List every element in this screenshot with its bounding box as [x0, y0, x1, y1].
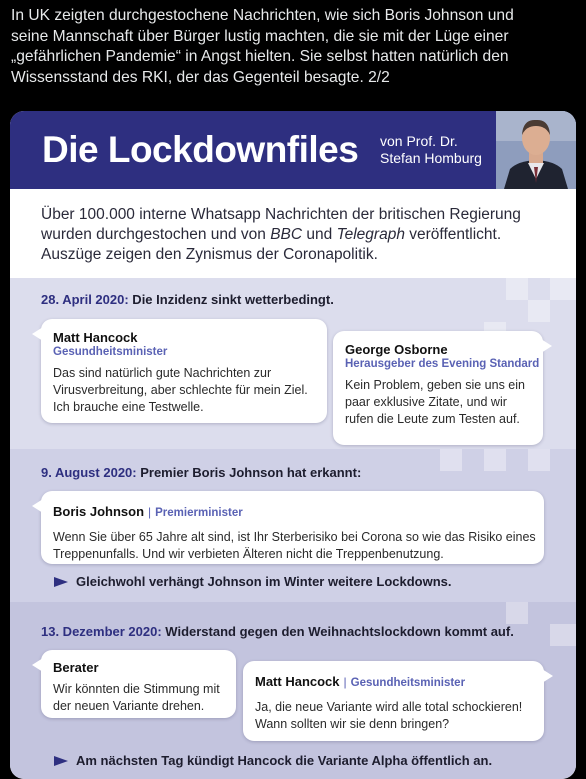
speaker-role: Herausgeber des Evening Standard	[345, 358, 540, 370]
section-december-2020	[10, 602, 576, 779]
quote-line: Das sind natürlich gute Nachrichten zur	[53, 366, 272, 380]
quote-text	[53, 365, 308, 416]
quote-bubble-berater	[41, 650, 236, 718]
quote-line: Treppenunfalls. Und wir verbieten Älteren nicht die Treppenbenutzung.	[53, 547, 444, 561]
quote-line: Wenn Sie über 65 Jahre alt sind, ist Ihr Sterberisiko bei Corona so wie das Risiko eines	[53, 530, 536, 544]
quote-bubble-hancock	[41, 319, 327, 423]
tweet-line: Wissensstand des RKI, der das Gegenteil besagte. 2/2	[11, 68, 390, 86]
portrait-photo	[496, 111, 576, 189]
telegraph-label: Telegraph	[336, 226, 405, 243]
quote-line: Ja, die neue Variante wird alle total schockieren!	[255, 700, 523, 714]
quote-text	[255, 699, 522, 733]
section-headline: Widerstand gegen den Weihnachtslockdown kommt auf.	[161, 624, 514, 639]
quote-text	[53, 529, 536, 563]
speaker-name: Matt Hancock	[255, 674, 340, 689]
speaker-block	[255, 673, 522, 733]
quote-text	[345, 377, 539, 428]
author-credit	[380, 133, 482, 167]
intro-panel	[10, 189, 576, 278]
decor-square	[528, 300, 550, 322]
speaker-name: Berater	[53, 660, 99, 675]
speaker-block	[345, 342, 539, 428]
decor-square	[550, 624, 576, 646]
intro-text-part: wurden durchgestochen und von	[41, 226, 271, 243]
tweet-text	[11, 6, 581, 88]
decor-square	[506, 602, 528, 624]
decor-square	[506, 278, 528, 300]
author-line: Stefan Homburg	[380, 150, 482, 166]
tweet-line: seine Mannschaft über Bürger lustig machten, die sie mit der Lüge einer	[11, 27, 509, 45]
section-date: 9. August 2020:	[41, 465, 137, 480]
separator: |	[343, 675, 347, 689]
quote-line: Wann sollten wir sie denn bringen?	[255, 717, 450, 731]
speaker-line	[255, 673, 522, 691]
infographic-title: Die Lockdownfiles	[42, 129, 359, 170]
bubble-tail	[542, 669, 553, 683]
speaker-line	[53, 503, 536, 521]
section-heading	[41, 465, 361, 480]
speaker-name: Boris Johnson	[53, 504, 145, 519]
decor-square	[484, 449, 506, 471]
quote-line: paar exklusive Zitate, und wir	[345, 395, 507, 409]
note-text: Am nächsten Tag kündigt Hancock die Variante Alpha öffentlich an.	[76, 753, 493, 768]
speaker-block	[53, 503, 536, 563]
quote-text	[53, 681, 220, 715]
quote-bubble-johnson	[41, 491, 544, 564]
bubble-tail	[541, 339, 552, 353]
intro-line: Auszüge zeigen den Zynismus der Coronapolitik.	[41, 246, 378, 263]
section-headline: Die Inzidenz sinkt wetterbedingt.	[128, 292, 334, 307]
intro-text-part: veröffentlicht.	[404, 226, 502, 243]
author-line: von Prof. Dr.	[380, 133, 458, 149]
quote-line: Wir könnten die Stimmung mit	[53, 682, 220, 696]
speaker-name: Matt Hancock	[53, 330, 138, 345]
tweet-line: In UK zeigten durchgestochene Nachrichten, wie sich Boris Johnson und	[11, 7, 514, 24]
quote-line: Virusverbreitung, aber schlechte für mein Ziel.	[53, 383, 308, 397]
bubble-tail	[32, 327, 43, 341]
quote-line: der neuen Variante drehen.	[53, 699, 205, 713]
intro-text-part: und	[302, 226, 337, 243]
section-date: 13. Dezember 2020:	[41, 624, 162, 639]
section-april-2020	[10, 278, 576, 449]
author-portrait	[496, 111, 576, 189]
arrow-icon	[54, 756, 68, 766]
bubble-tail	[32, 499, 43, 513]
intro-text	[41, 205, 561, 265]
speaker-block	[53, 660, 220, 715]
bubble-tail	[32, 658, 43, 672]
section-headline: Premier Boris Johnson hat erkannt:	[136, 465, 362, 480]
quote-line: Kein Problem, geben sie uns ein	[345, 378, 525, 392]
separator: |	[148, 505, 152, 519]
quote-line: Ich brauche eine Testwelle.	[53, 400, 204, 414]
section-heading	[41, 292, 334, 307]
quote-bubble-hancock-2	[243, 661, 544, 741]
tweet-line: „gefährlichen Pandemie“ in Angst hielten. Sie selbst hatten natürlich den	[11, 48, 509, 65]
speaker-role: Premierminister	[155, 507, 243, 519]
note-text: Gleichwohl verhängt Johnson im Winter weitere Lockdowns.	[76, 574, 452, 589]
decor-square	[528, 449, 550, 471]
section-heading	[41, 624, 514, 639]
speaker-role: Gesundheitsminister	[53, 346, 168, 358]
section-note	[54, 753, 492, 768]
speaker-block	[53, 330, 308, 416]
arrow-icon	[54, 577, 68, 587]
section-note	[54, 574, 452, 589]
bbc-label: BBC	[270, 226, 303, 243]
section-august-2020	[10, 449, 576, 602]
intro-line	[41, 225, 561, 245]
quote-line: rufen die Leute zum Testen auf.	[345, 412, 520, 426]
speaker-name: George Osborne	[345, 342, 448, 357]
infographic-header	[10, 111, 576, 189]
intro-line: Über 100.000 interne Whatsapp Nachrichten der britischen Regierung	[41, 206, 521, 223]
infographic-image[interactable]	[10, 111, 576, 779]
decor-square	[550, 278, 576, 300]
section-date: 28. April 2020:	[41, 292, 129, 307]
quote-bubble-osborne	[333, 331, 543, 445]
decor-square	[440, 449, 462, 471]
speaker-role: Gesundheitsminister	[350, 677, 466, 689]
